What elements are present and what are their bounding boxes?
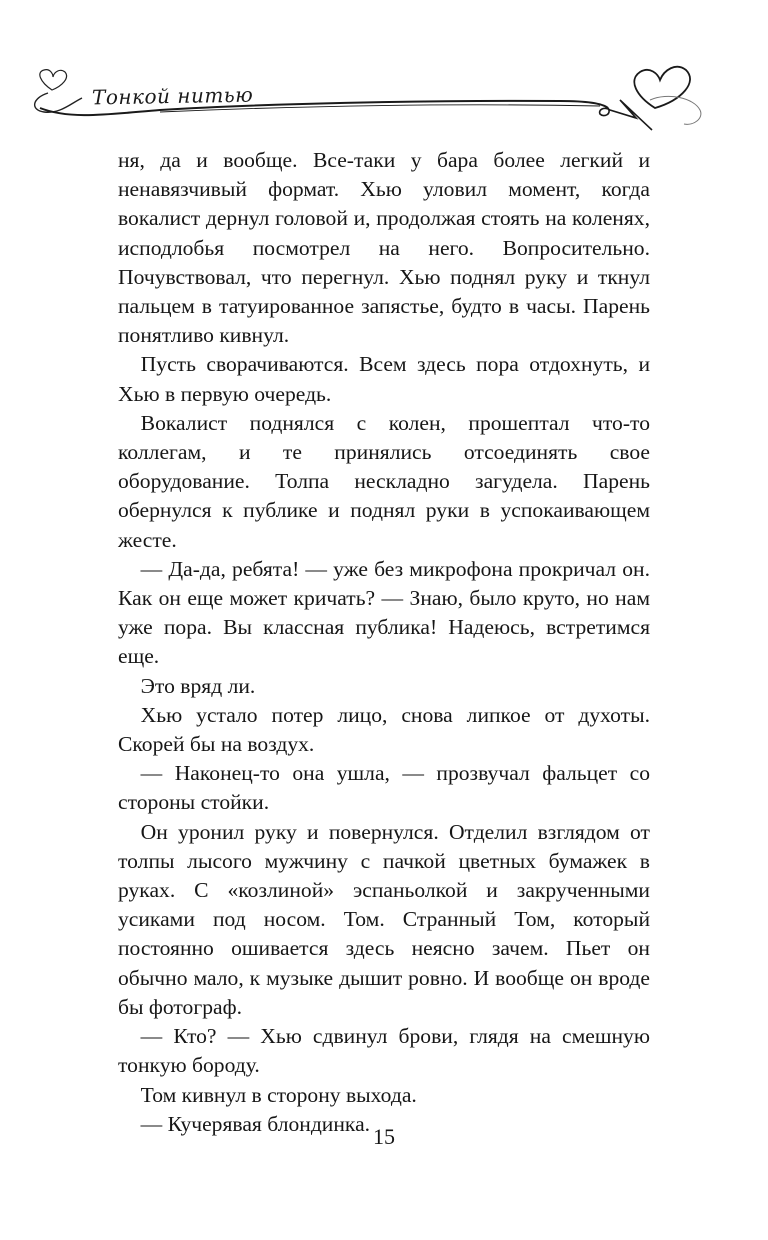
paragraph: — Кто? — Хью сдвинул брови, глядя на смешную тонкую бороду.: [118, 1024, 650, 1078]
right-heart-icon: [634, 67, 690, 108]
paragraph: — Кучерявая блондинка.: [140, 1111, 371, 1136]
paragraph: Это вряд ли.: [140, 673, 256, 698]
left-heart-icon: [40, 70, 67, 90]
page-number: 15: [373, 1124, 395, 1149]
body-text: [118, 146, 650, 1139]
paragraph: Том кивнул в сторону выхода.: [140, 1082, 417, 1107]
header-ornament: [0, 0, 768, 140]
paragraph: Хью устало потер лицо, снова липкое от духоты. Скорей бы на воздух.: [118, 702, 650, 757]
paragraph: ня, да и вообще. Все-таки у бара более легкий и ненавязчивый формат. Хью уловил момент, когда вокалист дернул головой и, продолжая стоять на коленях, исподлобья посмотрел на него. Вопросительно. Почувствовал, что перегнул. Хью поднял руку и ткнул пальцем в татуированное запястье, будто в часы. Парень понятливо кивнул.: [118, 148, 650, 348]
paragraph: Он уронил руку и повернулся. Отделил взглядом от толпы лысого мужчину с пачкой цветных бумажек в руках. С «козлиной» эспаньолкой и закрученными усиками под носом. Том. Странный Том, который постоянно ошивается здесь неясно зачем. Пьет он обычно мало, к музыке дышит ровно. И вообще он вроде бы фотограф.: [118, 819, 650, 1019]
paragraph: Вокалист поднялся с колен, прошептал что-то коллегам, и те принялись отсоединять свое оборудование. Толпа нескладно загудела. Парень обернулся к публике и поднял руки в успокаивающем жесте.: [118, 410, 650, 552]
paragraph: — Да-да, ребята! — уже без микрофона прокричал он. Как он еще может кричать? — Знаю, было круто, но нам уже пора. Вы классная публика! Надеюсь, встретимся еще.: [118, 556, 650, 669]
paragraph: Пусть сворачиваются. Всем здесь пора отдохнуть, и Хью в первую очередь.: [118, 352, 650, 406]
paragraph: — Наконец-то она ушла, — прозвучал фальцет со стороны стойки.: [118, 761, 650, 815]
running-title: Тонкой нитью: [91, 82, 254, 110]
